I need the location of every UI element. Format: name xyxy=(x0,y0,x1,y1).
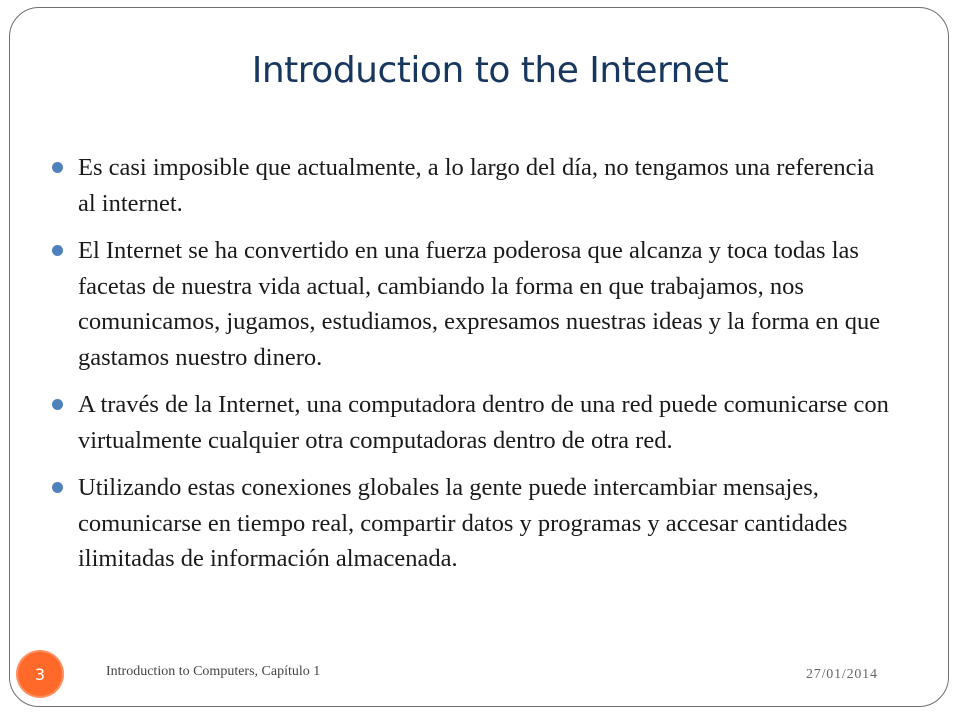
bullet-dot-icon xyxy=(52,245,63,256)
bullet-dot-icon xyxy=(52,399,63,410)
bullet-item xyxy=(52,387,892,458)
slide-title: Introduction to the Internet xyxy=(251,50,729,91)
bullet-text: Utilizando estas conexiones globales la gente puede intercambiar mensajes, comunicarse en tiempo real, compartir datos y programas y accesar cantidades ilimitadas de información almacenada. xyxy=(78,474,848,572)
page-number: 3 xyxy=(34,664,46,684)
bullet-text: El Internet se ha convertido en una fuerza poderosa que alcanza y toca todas las facetas de nuestra vida actual, cambiando la forma en que trabajamos, nos comunicamos, jugamos, estudiamos, expresamos nuestras ideas y la forma en que gastamos nuestro dinero. xyxy=(78,237,881,371)
bullet-text: Es casi imposible que actualmente, a lo largo del día, no tengamos una referencia al internet. xyxy=(78,154,875,217)
bullet-text: A través de la Internet, una computadora dentro de una red puede comunicarse con virtualmente cualquier otra computadoras dentro de otra red. xyxy=(78,391,889,454)
footer-course: Introduction to Computers, Capítulo 1 xyxy=(106,664,321,679)
bullet-list xyxy=(52,150,892,589)
page-number-badge xyxy=(16,650,64,698)
bullet-item xyxy=(52,233,892,375)
bullet-dot-icon xyxy=(52,482,63,493)
bullet-item xyxy=(52,150,892,221)
footer-date: 27/01/2014 xyxy=(806,667,878,682)
bullet-dot-icon xyxy=(52,162,63,173)
bullet-item xyxy=(52,470,892,577)
